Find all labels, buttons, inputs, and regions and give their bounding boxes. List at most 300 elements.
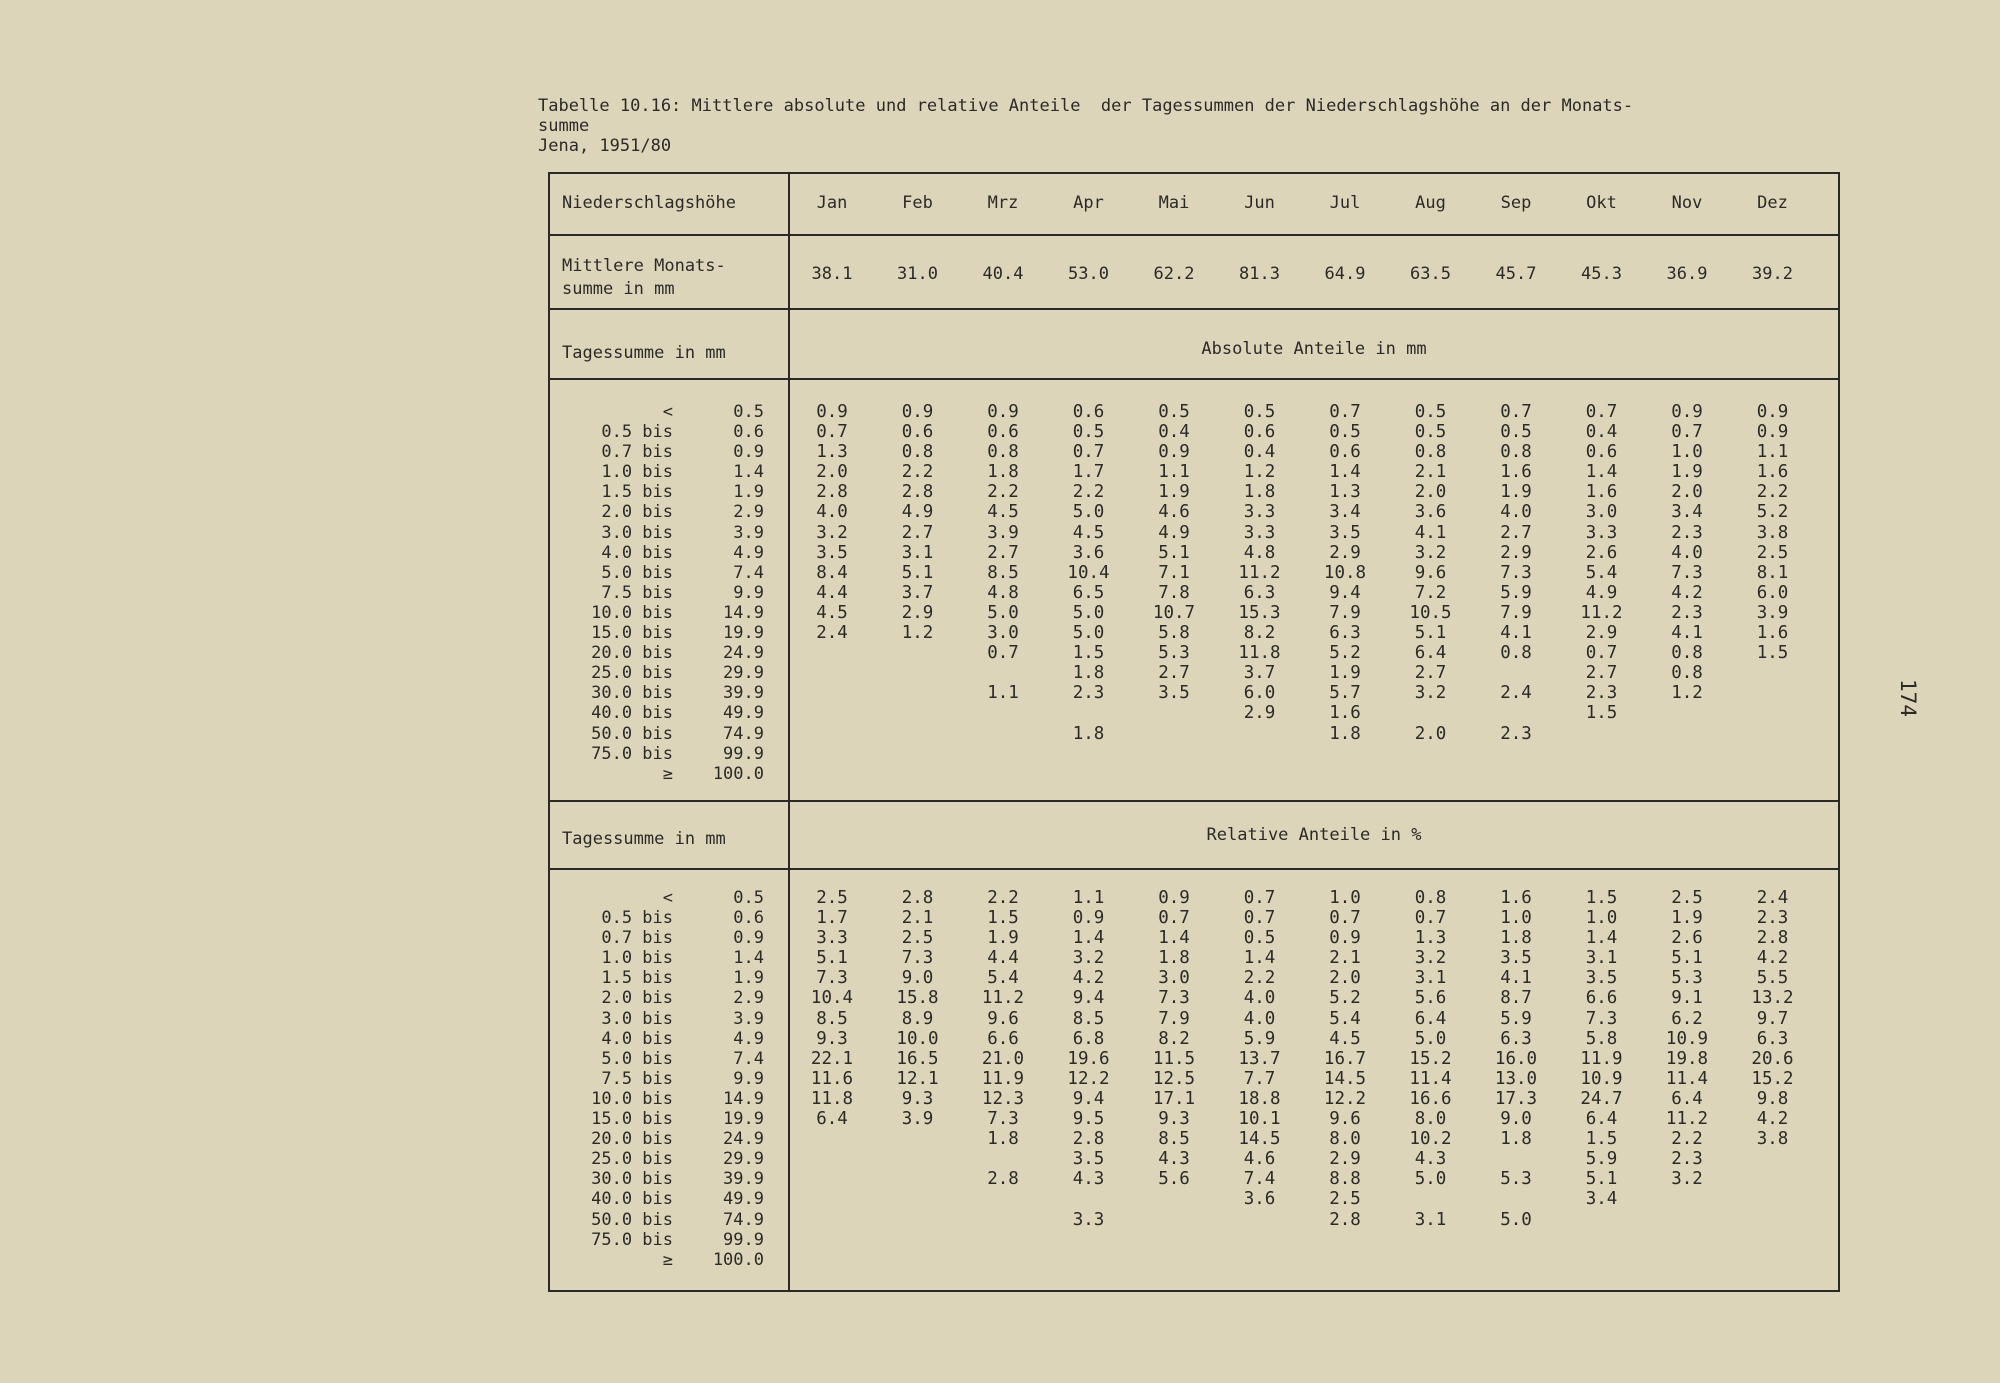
- table-cell: 7.3: [901, 948, 934, 969]
- table-cell: 8.0: [1329, 1129, 1361, 1150]
- table-cell: [1733, 744, 1813, 764]
- table-cell: 0.4: [1243, 442, 1276, 463]
- table-cell: 11.2: [1665, 1109, 1709, 1130]
- table-cell: 1.0: [1500, 908, 1532, 929]
- class-lower-bound: 7.5 bis: [601, 582, 673, 603]
- table-cell: [1049, 744, 1129, 764]
- month-column: [1562, 402, 1642, 784]
- table-cell: [1733, 1169, 1813, 1189]
- table-cell: [963, 663, 1043, 683]
- table-cell: 4.1: [1414, 522, 1447, 543]
- table-cell: 12.2: [1067, 1068, 1110, 1089]
- table-cell: 8.9: [901, 1008, 934, 1029]
- table-cell: 0.8: [1414, 888, 1447, 908]
- table-cell: 1.4: [1329, 462, 1361, 483]
- table-cell: 0.9: [1072, 908, 1105, 929]
- table-cell: 2.8: [1756, 928, 1789, 949]
- month-header: Nov: [1671, 193, 1703, 213]
- table-cell: 2.4: [1500, 683, 1532, 704]
- monthly-sum-value: 63.5: [1410, 264, 1451, 284]
- class-upper-bound: 49.9: [723, 1189, 764, 1210]
- table-cell: [963, 1189, 1043, 1209]
- table-cell: 5.9: [1243, 1028, 1276, 1049]
- table-cell: 15.2: [1751, 1068, 1794, 1089]
- table-cell: 2.8: [1329, 1209, 1361, 1230]
- table-cell: 0.5: [1414, 422, 1447, 443]
- table-cell: 2.5: [816, 888, 848, 908]
- class-row: [552, 1029, 780, 1049]
- table-cell: [792, 663, 872, 683]
- table-cell: 5.0: [1500, 1209, 1532, 1230]
- table-cell: 2.2: [1243, 968, 1276, 989]
- class-lower-bound: 10.0 bis: [591, 1088, 673, 1109]
- table-cell: 1.9: [1329, 663, 1361, 684]
- table-cell: 2.8: [816, 482, 848, 503]
- table-cell: 3.8: [1756, 522, 1789, 543]
- class-row: [552, 442, 780, 462]
- table-cell: 4.2: [1756, 1109, 1789, 1130]
- table-cell: 9.6: [987, 1008, 1019, 1029]
- table-cell: 2.3: [1072, 683, 1105, 704]
- relative-class-stub: [552, 888, 780, 1270]
- table-cell: 2.3: [1671, 602, 1703, 623]
- table-cell: 8.8: [1329, 1169, 1361, 1190]
- table-cell: 3.2: [1414, 683, 1447, 704]
- table-cell: 8.5: [987, 562, 1019, 583]
- table-cell: 5.0: [1414, 1169, 1447, 1190]
- table-cell: 3.1: [901, 542, 934, 563]
- table-cell: 5.1: [816, 948, 848, 969]
- class-lower-bound: <: [662, 402, 673, 422]
- table-cell: 7.3: [1671, 562, 1703, 583]
- class-upper-bound: 24.9: [723, 643, 764, 664]
- table-cell: 1.2: [1671, 683, 1703, 704]
- table-cell: [963, 1250, 1043, 1270]
- class-upper-bound: 4.9: [733, 1028, 764, 1049]
- class-upper-bound: 0.9: [733, 928, 764, 949]
- table-cell: 3.4: [1329, 502, 1361, 523]
- table-cell: 11.2: [1580, 602, 1623, 623]
- table-cell: 0.5: [1072, 422, 1105, 443]
- class-upper-bound: 29.9: [723, 1149, 764, 1170]
- table-cell: 0.7: [1671, 422, 1703, 443]
- table-cell: 3.7: [1243, 663, 1276, 684]
- table-cell: [1134, 1230, 1214, 1250]
- table-cell: 0.9: [1756, 422, 1789, 443]
- table-cell: 4.2: [1072, 968, 1105, 989]
- class-lower-bound: 3.0 bis: [601, 1008, 673, 1029]
- table-cell: [1562, 764, 1642, 784]
- table-cell: 1.6: [1500, 462, 1532, 483]
- table-cell: [1220, 764, 1300, 784]
- monthly-sum-value: 40.4: [982, 264, 1024, 284]
- table-cell: 1.8: [1329, 723, 1361, 744]
- month-header: Sep: [1500, 193, 1532, 213]
- class-row: [552, 1169, 780, 1189]
- month-header: Mrz: [987, 193, 1019, 213]
- table-cell: 8.5: [1072, 1008, 1105, 1029]
- class-lower-bound: 1.0 bis: [601, 948, 673, 969]
- table-cell: 2.0: [1414, 723, 1447, 744]
- table-cell: 9.4: [1072, 988, 1105, 1009]
- table-cell: 2.2: [1756, 482, 1789, 503]
- table-cell: 0.4: [1585, 422, 1618, 443]
- table-cell: 0.9: [1756, 402, 1789, 422]
- class-row: [552, 988, 780, 1008]
- table-cell: [1647, 1189, 1727, 1209]
- month-column: [1476, 402, 1556, 784]
- table-cell: 1.9: [987, 928, 1019, 949]
- table-cell: [1049, 1250, 1129, 1270]
- month-header: Jun: [1244, 193, 1275, 213]
- table-cell: 18.8: [1238, 1088, 1281, 1109]
- month-column: [1049, 402, 1129, 784]
- class-row: [552, 703, 780, 723]
- month-column: [963, 888, 1043, 1270]
- relative-stub-label: Tagessumme in mm: [562, 829, 726, 849]
- table-cell: 7.3: [987, 1109, 1019, 1130]
- table-cell: 0.8: [1671, 643, 1703, 664]
- table-cell: 3.5: [1072, 1149, 1105, 1170]
- table-cell: 1.9: [1500, 482, 1532, 503]
- table-cell: 8.5: [816, 1008, 848, 1029]
- month-column: [1476, 888, 1556, 1270]
- table-cell: 2.7: [1158, 663, 1190, 684]
- class-upper-bound: 74.9: [723, 723, 764, 744]
- table-cell: [963, 744, 1043, 764]
- table-cell: 4.0: [1671, 542, 1703, 563]
- table-cell: 3.9: [987, 522, 1019, 543]
- table-cell: 13.0: [1494, 1068, 1538, 1089]
- table-cell: 9.7: [1756, 1008, 1789, 1029]
- table-cell: 6.3: [1756, 1028, 1789, 1049]
- table-cell: 6.3: [1243, 582, 1276, 603]
- table-cell: 0.9: [1329, 928, 1361, 949]
- table-cell: [1733, 663, 1813, 683]
- table-cell: 5.8: [1585, 1028, 1618, 1049]
- table-cell: [1220, 1210, 1300, 1230]
- table-cell: [1647, 764, 1727, 784]
- class-lower-bound: 30.0 bis: [591, 683, 673, 704]
- table-cell: 4.2: [1756, 948, 1789, 969]
- class-lower-bound: 3.0 bis: [601, 522, 673, 543]
- table-cell: [878, 663, 958, 683]
- table-cell: [1391, 1230, 1471, 1250]
- table-cell: 2.3: [1585, 683, 1618, 704]
- table-cell: 0.8: [1671, 663, 1703, 684]
- class-row: [552, 683, 780, 703]
- relative-title-rule: [548, 868, 1840, 870]
- table-cell: 3.3: [1585, 522, 1618, 543]
- table-cell: 0.6: [1072, 402, 1105, 422]
- class-upper-bound: 9.9: [733, 582, 764, 603]
- table-cell: 0.7: [1585, 402, 1618, 422]
- class-upper-bound: 7.4: [733, 562, 764, 583]
- precipitation-table: [548, 172, 1840, 1292]
- class-upper-bound: 1.4: [733, 462, 764, 483]
- table-cell: 2.0: [1414, 482, 1447, 503]
- table-cell: 6.6: [1585, 988, 1618, 1009]
- table-cell: 5.1: [1585, 1169, 1618, 1190]
- table-cell: 5.3: [1500, 1169, 1532, 1190]
- table-cell: [1134, 764, 1214, 784]
- table-cell: 3.6: [1414, 502, 1447, 523]
- table-cell: [1049, 703, 1129, 723]
- table-cell: 0.7: [987, 643, 1019, 664]
- table-cell: 0.6: [987, 422, 1019, 443]
- table-cell: 7.1: [1158, 562, 1190, 583]
- table-cell: 5.3: [1671, 968, 1703, 989]
- table-cell: [1476, 1230, 1556, 1250]
- table-cell: 2.7: [901, 522, 934, 543]
- table-cell: 1.0: [1329, 888, 1361, 908]
- monthly-sum-value: 53.0: [1068, 264, 1109, 284]
- table-cell: [1733, 703, 1813, 723]
- table-cell: 5.1: [1671, 948, 1703, 969]
- table-cell: 1.8: [1500, 1129, 1532, 1150]
- class-row: [552, 603, 780, 623]
- class-row: [552, 663, 780, 683]
- table-cell: [1476, 744, 1556, 764]
- table-cell: 3.5: [816, 542, 848, 563]
- table-cell: [1476, 1189, 1556, 1209]
- table-cell: 11.9: [1580, 1048, 1623, 1069]
- table-cell: 1.5: [1585, 888, 1618, 908]
- class-upper-bound: 3.9: [733, 1008, 764, 1029]
- monthly-sum-value: 45.7: [1495, 264, 1537, 284]
- class-upper-bound: 99.9: [723, 743, 764, 764]
- table-cell: 20.6: [1751, 1048, 1794, 1069]
- table-cell: 6.4: [1671, 1088, 1703, 1109]
- table-cell: 1.1: [1756, 442, 1789, 463]
- monthly-sum-value: 39.2: [1752, 264, 1793, 284]
- month-header: Okt: [1586, 193, 1617, 213]
- table-cell: [878, 1169, 958, 1189]
- table-cell: 10.7: [1152, 602, 1196, 623]
- month-header: Feb: [902, 193, 933, 213]
- month-column: [963, 402, 1043, 784]
- month-column: [1733, 888, 1813, 1270]
- class-upper-bound: 0.5: [733, 888, 764, 908]
- month-column: [1305, 402, 1385, 784]
- month-column: [792, 402, 872, 784]
- table-cell: 9.4: [1072, 1088, 1105, 1109]
- table-cell: 5.0: [1414, 1028, 1447, 1049]
- table-cell: 4.9: [901, 502, 934, 523]
- table-cell: 9.8: [1756, 1088, 1789, 1109]
- table-cell: 1.8: [1072, 723, 1105, 744]
- monthly-sum-value: 64.9: [1324, 264, 1366, 284]
- table-cell: 4.8: [1243, 542, 1276, 563]
- class-lower-bound: 4.0 bis: [601, 1028, 673, 1049]
- class-row: [552, 948, 780, 968]
- month-column: [1733, 402, 1813, 784]
- class-lower-bound: 40.0 bis: [591, 1189, 673, 1210]
- table-cell: 0.6: [901, 422, 934, 443]
- class-row: [552, 623, 780, 643]
- monthly-sum-value: 81.3: [1239, 264, 1280, 284]
- table-cell: 6.4: [1414, 643, 1447, 664]
- table-cell: 0.9: [1158, 888, 1190, 908]
- table-cell: [1305, 1250, 1385, 1270]
- table-cell: 13.7: [1238, 1048, 1281, 1069]
- month-column: [1220, 888, 1300, 1270]
- class-upper-bound: 100.0: [712, 763, 764, 784]
- table-cell: 1.3: [816, 442, 848, 463]
- class-lower-bound: 4.0 bis: [601, 542, 673, 563]
- month-column: [1391, 402, 1471, 784]
- class-upper-bound: 1.9: [733, 482, 764, 503]
- table-cell: 8.4: [816, 562, 848, 583]
- class-upper-bound: 2.9: [733, 988, 764, 1009]
- table-cell: [1562, 744, 1642, 764]
- class-row: [552, 502, 780, 522]
- table-cell: 16.0: [1494, 1048, 1538, 1069]
- table-cell: 1.8: [1243, 482, 1276, 503]
- class-row: [552, 563, 780, 583]
- class-lower-bound: 0.7 bis: [601, 442, 673, 463]
- class-row: [552, 1049, 780, 1069]
- table-cell: 0.6: [1243, 422, 1276, 443]
- table-cell: 5.1: [1414, 623, 1447, 644]
- table-cell: 3.3: [1072, 1209, 1105, 1230]
- table-cell: 8.1: [1756, 562, 1789, 583]
- table-cell: 0.7: [816, 422, 848, 443]
- class-upper-bound: 0.6: [733, 908, 764, 929]
- table-cell: 5.2: [1329, 988, 1361, 1009]
- table-cell: 1.7: [816, 908, 848, 929]
- table-cell: 4.5: [1329, 1028, 1361, 1049]
- monthly-sum-value: 31.0: [897, 264, 938, 284]
- table-cell: 11.6: [810, 1068, 854, 1089]
- table-cell: 5.6: [1158, 1169, 1190, 1190]
- table-cell: 4.0: [1243, 1008, 1276, 1029]
- table-cell: 5.6: [1414, 988, 1447, 1009]
- table-cell: [792, 683, 872, 703]
- table-cell: [792, 703, 872, 723]
- monthly-sum-value: 38.1: [811, 264, 853, 284]
- table-bottom-rule: [548, 1290, 1840, 1292]
- table-cell: 6.2: [1671, 1008, 1703, 1029]
- table-cell: 10.9: [1580, 1068, 1623, 1089]
- table-cell: 7.3: [1500, 562, 1532, 583]
- table-cell: 6.4: [1585, 1109, 1618, 1130]
- table-cell: 8.0: [1414, 1109, 1447, 1130]
- table-cell: 3.9: [901, 1109, 934, 1130]
- table-cell: 4.0: [1243, 988, 1276, 1009]
- month-column: [1562, 888, 1642, 1270]
- table-cell: 2.8: [901, 888, 934, 908]
- class-lower-bound: 50.0 bis: [591, 1209, 673, 1230]
- table-cell: 2.2: [1072, 482, 1105, 503]
- table-cell: 0.5: [1500, 422, 1532, 443]
- table-cell: [1305, 764, 1385, 784]
- class-upper-bound: 4.9: [733, 542, 764, 563]
- table-cell: 15.8: [896, 988, 939, 1009]
- table-cell: [1647, 1250, 1727, 1270]
- class-lower-bound: 50.0 bis: [591, 723, 673, 744]
- table-cell: 6.3: [1500, 1028, 1532, 1049]
- table-cell: 4.9: [1158, 522, 1190, 543]
- table-cell: 11.2: [981, 988, 1025, 1009]
- table-cell: 7.2: [1414, 582, 1447, 603]
- table-cell: 1.2: [1243, 462, 1276, 483]
- table-cell: 6.5: [1072, 582, 1105, 603]
- monthly-sum-value: 36.9: [1666, 264, 1708, 284]
- table-cell: 6.4: [816, 1109, 848, 1130]
- table-right-rule: [1838, 172, 1840, 1292]
- class-row: [552, 1250, 780, 1270]
- class-upper-bound: 1.9: [733, 968, 764, 989]
- table-cell: 1.6: [1585, 482, 1618, 503]
- table-cell: 2.0: [1671, 482, 1703, 503]
- table-cell: 0.5: [1414, 402, 1447, 422]
- table-cell: 1.8: [987, 462, 1019, 483]
- table-cell: 5.4: [1329, 1008, 1361, 1029]
- table-cell: 0.8: [987, 442, 1019, 463]
- class-lower-bound: 30.0 bis: [591, 1169, 673, 1190]
- table-cell: [792, 744, 872, 764]
- table-cell: [1647, 1210, 1727, 1230]
- monthly-sum-rule: [548, 308, 1840, 310]
- table-cell: 10.8: [1323, 562, 1367, 583]
- table-cell: 3.2: [1414, 542, 1447, 563]
- table-cell: [792, 1129, 872, 1149]
- table-cell: [1134, 744, 1214, 764]
- table-cell: 11.4: [1409, 1068, 1452, 1089]
- table-cell: 5.3: [1158, 643, 1190, 664]
- table-cell: 1.3: [1414, 928, 1447, 949]
- table-cell: 3.1: [1414, 1209, 1447, 1230]
- table-cell: 8.2: [1158, 1028, 1190, 1049]
- table-cell: 2.6: [1671, 928, 1703, 949]
- table-cell: 0.7: [1243, 888, 1276, 908]
- class-lower-bound: 0.5 bis: [601, 908, 673, 929]
- class-upper-bound: 19.9: [723, 623, 764, 644]
- table-cell: 0.9: [1671, 402, 1703, 422]
- table-cell: [1391, 1189, 1471, 1209]
- table-cell: 1.0: [1585, 908, 1618, 929]
- class-lower-bound: 2.0 bis: [601, 988, 673, 1009]
- table-cell: 2.9: [1500, 542, 1532, 563]
- class-upper-bound: 14.9: [723, 1088, 764, 1109]
- table-cell: 12.5: [1152, 1068, 1196, 1089]
- table-cell: 5.0: [987, 602, 1019, 623]
- table-cell: 17.3: [1494, 1088, 1538, 1109]
- table-cell: 3.0: [987, 623, 1019, 644]
- table-cell: 16.6: [1409, 1088, 1452, 1109]
- class-row: [552, 523, 780, 543]
- table-cell: [1476, 703, 1556, 723]
- table-cell: 0.7: [1329, 908, 1361, 929]
- class-row: [552, 1189, 780, 1209]
- class-lower-bound: 25.0 bis: [591, 1149, 673, 1170]
- table-cell: 5.1: [1158, 542, 1190, 563]
- table-cell: 1.6: [1500, 888, 1532, 908]
- table-cell: [1733, 1189, 1813, 1209]
- table-cell: 3.9: [1756, 602, 1789, 623]
- table-cell: 3.7: [901, 582, 934, 603]
- table-cell: 16.5: [896, 1048, 939, 1069]
- class-upper-bound: 14.9: [723, 602, 764, 623]
- table-cell: 5.2: [1756, 502, 1789, 523]
- class-row: [552, 908, 780, 928]
- table-cell: [792, 1210, 872, 1230]
- table-cell: [792, 1250, 872, 1270]
- table-cell: 5.7: [1329, 683, 1361, 704]
- class-lower-bound: 75.0 bis: [591, 743, 673, 764]
- class-lower-bound: 2.0 bis: [601, 502, 673, 523]
